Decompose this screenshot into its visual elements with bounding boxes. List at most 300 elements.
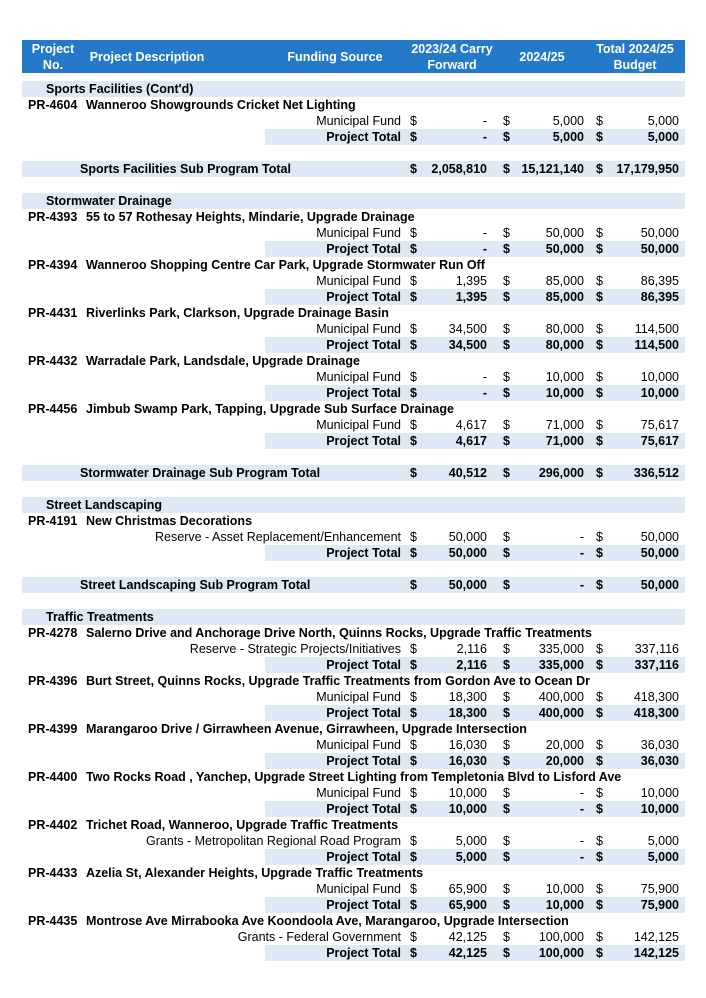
funding-row [22, 833, 685, 849]
project-description: New Christmas Decorations [86, 514, 253, 528]
year-value: 10,000 [545, 882, 584, 896]
project-row [22, 401, 685, 417]
funding-source: Municipal Fund [316, 274, 401, 288]
carry-forward-value: 5,000 [455, 834, 487, 848]
project-total-row [22, 433, 685, 449]
year-value: 400,000 [538, 706, 584, 720]
total-value: 10,000 [640, 786, 679, 800]
project-description: Salerno Drive and Anchorage Drive North, Quinns Rocks, Upgrade Traffic Treatments [86, 626, 592, 640]
project-description: Marangaroo Drive / Girrawheen Avenue, Girrawheen, Upgrade Intersection [86, 722, 527, 736]
project-number: PR-4394 [28, 258, 78, 272]
project-number: PR-4399 [28, 722, 78, 736]
header-description: Project Description [89, 49, 205, 64]
project-total-label: Project Total [326, 434, 401, 448]
currency-symbol: $ [596, 338, 603, 352]
currency-symbol: $ [596, 946, 603, 960]
currency-symbol: $ [503, 530, 510, 544]
currency-symbol: $ [503, 738, 510, 752]
funding-row [22, 529, 685, 545]
currency-symbol: $ [596, 530, 603, 544]
funding-source: Municipal Fund [316, 226, 401, 240]
project-number: PR-4456 [28, 402, 78, 416]
total-value: 336,512 [633, 466, 679, 480]
project-number: PR-4433 [28, 866, 78, 880]
currency-symbol: $ [503, 706, 510, 720]
currency-symbol: $ [596, 322, 603, 336]
carry-forward-value: 18,300 [448, 706, 487, 720]
funding-row [22, 113, 685, 129]
header-project-no: Project No. [31, 41, 75, 72]
currency-symbol: $ [503, 242, 510, 256]
carry-forward-value: 65,900 [448, 882, 487, 896]
section-title: Street Landscaping [46, 498, 162, 512]
currency-symbol: $ [410, 786, 417, 800]
currency-symbol: $ [596, 658, 603, 672]
currency-symbol: $ [503, 802, 510, 816]
carry-forward-value: 2,058,810 [431, 162, 487, 176]
project-total-row [22, 241, 685, 257]
year-value: 71,000 [545, 434, 584, 448]
project-total-label: Project Total [326, 802, 401, 816]
total-value: 418,300 [633, 690, 679, 704]
project-total-label: Project Total [326, 658, 401, 672]
project-total-row [22, 289, 685, 305]
year-value: - [579, 530, 584, 544]
project-total-label: Project Total [326, 850, 401, 864]
project-number: PR-4604 [28, 98, 78, 112]
project-total-row [22, 657, 685, 673]
year-value: - [579, 786, 584, 800]
currency-symbol: $ [410, 370, 417, 384]
carry-forward-value: 34,500 [448, 338, 487, 352]
currency-symbol: $ [596, 578, 603, 592]
currency-symbol: $ [503, 946, 510, 960]
funding-source: Municipal Fund [316, 882, 401, 896]
project-number: PR-4431 [28, 306, 78, 320]
total-value: 5,000 [647, 850, 679, 864]
project-description: Wanneroo Shopping Centre Car Park, Upgrade Stormwater Run Off [86, 258, 485, 272]
project-row [22, 513, 685, 529]
year-value: - [579, 834, 584, 848]
year-value: 100,000 [538, 930, 584, 944]
sub-program-total-row [22, 161, 685, 177]
project-row [22, 817, 685, 833]
project-row [22, 673, 685, 689]
carry-forward-value: 18,300 [448, 690, 487, 704]
total-value: 75,617 [640, 434, 679, 448]
funding-source: Municipal Fund [316, 738, 401, 752]
currency-symbol: $ [503, 114, 510, 128]
project-total-row [22, 545, 685, 561]
total-value: 142,125 [633, 930, 679, 944]
project-number: PR-4432 [28, 354, 78, 368]
currency-symbol: $ [410, 946, 417, 960]
total-value: 50,000 [640, 546, 679, 560]
currency-symbol: $ [410, 386, 417, 400]
project-description: Two Rocks Road , Yanchep, Upgrade Street Lighting from Templetonia Blvd to Lisford Ave [86, 770, 622, 784]
section-title: Stormwater Drainage [46, 194, 172, 208]
currency-symbol: $ [596, 882, 603, 896]
budget-page [22, 40, 685, 961]
currency-symbol: $ [410, 802, 417, 816]
currency-symbol: $ [503, 338, 510, 352]
currency-symbol: $ [503, 578, 510, 592]
funding-source: Reserve - Asset Replacement/Enhancement [155, 530, 401, 544]
currency-symbol: $ [596, 226, 603, 240]
project-total-label: Project Total [326, 706, 401, 720]
currency-symbol: $ [410, 242, 417, 256]
project-number: PR-4435 [28, 914, 78, 928]
project-number: PR-4400 [28, 770, 78, 784]
currency-symbol: $ [596, 386, 603, 400]
year-value: - [579, 546, 584, 560]
carry-forward-value: 1,395 [455, 290, 487, 304]
funding-row [22, 321, 685, 337]
carry-forward-value: 50,000 [448, 530, 487, 544]
project-row [22, 913, 685, 929]
currency-symbol: $ [410, 226, 417, 240]
year-value: - [579, 850, 584, 864]
currency-symbol: $ [410, 130, 417, 144]
currency-symbol: $ [596, 434, 603, 448]
currency-symbol: $ [503, 754, 510, 768]
spacer [22, 561, 685, 577]
currency-symbol: $ [503, 930, 510, 944]
currency-symbol: $ [503, 162, 510, 176]
currency-symbol: $ [596, 930, 603, 944]
project-total-label: Project Total [326, 898, 401, 912]
currency-symbol: $ [410, 530, 417, 544]
currency-symbol: $ [503, 898, 510, 912]
currency-symbol: $ [410, 898, 417, 912]
carry-forward-value: - [482, 242, 487, 256]
project-total-row [22, 705, 685, 721]
carry-forward-value: 42,125 [448, 946, 487, 960]
funding-source: Municipal Fund [316, 690, 401, 704]
project-number: PR-4396 [28, 674, 78, 688]
carry-forward-value: - [482, 370, 487, 384]
project-description: Warradale Park, Landsdale, Upgrade Drainage [86, 354, 360, 368]
total-value: 10,000 [640, 370, 679, 384]
spacer [22, 73, 685, 81]
currency-symbol: $ [410, 418, 417, 432]
project-total-row [22, 849, 685, 865]
currency-symbol: $ [596, 802, 603, 816]
project-description: Azelia St, Alexander Heights, Upgrade Traffic Treatments [86, 866, 424, 880]
year-value: 80,000 [545, 322, 584, 336]
total-value: 86,395 [640, 274, 679, 288]
currency-symbol: $ [410, 114, 417, 128]
project-total-label: Project Total [326, 546, 401, 560]
section-heading [22, 609, 685, 625]
total-value: 10,000 [640, 802, 679, 816]
currency-symbol: $ [410, 466, 417, 480]
funding-source: Municipal Fund [316, 370, 401, 384]
project-description: Montrose Ave Mirrabooka Ave Koondoola Ave, Marangaroo, Upgrade Intersection [86, 914, 569, 928]
currency-symbol: $ [410, 690, 417, 704]
project-description: Trichet Road, Wanneroo, Upgrade Traffic Treatments [86, 818, 399, 832]
project-description: 55 to 57 Rothesay Heights, Mindarie, Upgrade Drainage [86, 210, 415, 224]
funding-row [22, 641, 685, 657]
project-row [22, 209, 685, 225]
project-description: Riverlinks Park, Clarkson, Upgrade Drainage Basin [86, 306, 389, 320]
currency-symbol: $ [503, 130, 510, 144]
carry-forward-value: 4,617 [455, 418, 487, 432]
total-value: 50,000 [640, 578, 679, 592]
total-value: 50,000 [640, 530, 679, 544]
carry-forward-value: 16,030 [448, 738, 487, 752]
carry-forward-value: 10,000 [448, 786, 487, 800]
year-value: 85,000 [545, 274, 584, 288]
currency-symbol: $ [410, 434, 417, 448]
total-value: 36,030 [640, 738, 679, 752]
carry-forward-value: 16,030 [448, 754, 487, 768]
currency-symbol: $ [503, 642, 510, 656]
currency-symbol: $ [410, 162, 417, 176]
currency-symbol: $ [596, 738, 603, 752]
currency-symbol: $ [503, 386, 510, 400]
currency-symbol: $ [410, 882, 417, 896]
carry-forward-value: - [482, 114, 487, 128]
currency-symbol: $ [503, 226, 510, 240]
project-total-row [22, 945, 685, 961]
year-value: 10,000 [545, 370, 584, 384]
carry-forward-value: - [482, 130, 487, 144]
currency-symbol: $ [596, 290, 603, 304]
carry-forward-value: - [482, 386, 487, 400]
total-value: 142,125 [633, 946, 679, 960]
spacer [22, 593, 685, 609]
funding-source: Municipal Fund [316, 786, 401, 800]
total-value: 36,030 [640, 754, 679, 768]
total-value: 50,000 [640, 242, 679, 256]
section-heading [22, 81, 685, 97]
year-value: 50,000 [545, 226, 584, 240]
currency-symbol: $ [503, 834, 510, 848]
currency-symbol: $ [503, 274, 510, 288]
project-total-label: Project Total [326, 130, 401, 144]
year-value: 296,000 [538, 466, 584, 480]
total-value: 75,900 [640, 882, 679, 896]
currency-symbol: $ [503, 882, 510, 896]
sub-program-total-label: Street Landscaping Sub Program Total [80, 578, 311, 592]
currency-symbol: $ [503, 466, 510, 480]
total-value: 5,000 [647, 114, 679, 128]
section-heading [22, 193, 685, 209]
year-value: 5,000 [552, 114, 584, 128]
project-total-label: Project Total [326, 242, 401, 256]
year-value: 5,000 [552, 130, 584, 144]
project-row [22, 625, 685, 641]
carry-forward-value: 2,116 [456, 658, 487, 672]
project-number: PR-4278 [28, 626, 78, 640]
funding-row [22, 737, 685, 753]
year-value: 10,000 [545, 386, 584, 400]
currency-symbol: $ [596, 898, 603, 912]
total-value: 114,500 [634, 322, 679, 336]
header-carry-forward: 2023/24 Carry Forward [411, 41, 493, 72]
table-header [22, 40, 685, 73]
currency-symbol: $ [410, 274, 417, 288]
currency-symbol: $ [503, 322, 510, 336]
currency-symbol: $ [410, 658, 417, 672]
currency-symbol: $ [596, 114, 603, 128]
carry-forward-value: - [482, 226, 487, 240]
carry-forward-value: 40,512 [448, 466, 487, 480]
currency-symbol: $ [596, 786, 603, 800]
year-value: 80,000 [545, 338, 584, 352]
spacer [22, 145, 685, 161]
total-value: 17,179,950 [616, 162, 679, 176]
project-number: PR-4191 [28, 514, 78, 528]
year-value: 335,000 [538, 642, 584, 656]
total-value: 86,395 [640, 290, 679, 304]
spacer [22, 177, 685, 193]
project-total-row [22, 337, 685, 353]
currency-symbol: $ [410, 754, 417, 768]
carry-forward-value: 50,000 [448, 546, 487, 560]
total-value: 5,000 [647, 130, 679, 144]
currency-symbol: $ [596, 466, 603, 480]
currency-symbol: $ [410, 578, 417, 592]
carry-forward-value: 34,500 [448, 322, 487, 336]
currency-symbol: $ [503, 658, 510, 672]
carry-forward-value: 4,617 [455, 434, 487, 448]
currency-symbol: $ [503, 546, 510, 560]
currency-symbol: $ [596, 642, 603, 656]
currency-symbol: $ [596, 706, 603, 720]
currency-symbol: $ [596, 274, 603, 288]
total-value: 5,000 [647, 834, 679, 848]
sub-program-total-row [22, 577, 685, 593]
currency-symbol: $ [596, 546, 603, 560]
project-total-label: Project Total [326, 290, 401, 304]
carry-forward-value: 50,000 [448, 578, 487, 592]
project-row [22, 305, 685, 321]
currency-symbol: $ [410, 322, 417, 336]
carry-forward-value: 1,395 [455, 274, 487, 288]
project-total-row [22, 753, 685, 769]
project-description: Jimbub Swamp Park, Tapping, Upgrade Sub Surface Drainage [86, 402, 454, 416]
total-value: 337,116 [634, 658, 679, 672]
project-row [22, 865, 685, 881]
funding-source: Municipal Fund [316, 114, 401, 128]
project-description: Burt Street, Quinns Rocks, Upgrade Traffic Treatments from Gordon Ave to Ocean Dr [86, 674, 591, 688]
section-title: Sports Facilities (Cont'd) [46, 82, 194, 96]
project-total-label: Project Total [326, 946, 401, 960]
project-row [22, 97, 685, 113]
header-total-budget: Total 2024/25 Budget [596, 41, 674, 72]
currency-symbol: $ [410, 642, 417, 656]
header-funding-source: Funding Source [287, 49, 383, 64]
project-total-label: Project Total [326, 386, 401, 400]
funding-row [22, 273, 685, 289]
funding-row [22, 785, 685, 801]
project-row [22, 353, 685, 369]
carry-forward-value: 65,900 [448, 898, 487, 912]
project-row [22, 257, 685, 273]
header-year: 2024/25 [519, 49, 565, 64]
year-value: 400,000 [538, 690, 584, 704]
currency-symbol: $ [410, 290, 417, 304]
funding-row [22, 225, 685, 241]
project-total-label: Project Total [326, 754, 401, 768]
project-total-row [22, 385, 685, 401]
project-total-row [22, 801, 685, 817]
year-value: 100,000 [538, 946, 584, 960]
currency-symbol: $ [596, 850, 603, 864]
project-total-row [22, 897, 685, 913]
year-value: 15,121,140 [521, 162, 584, 176]
carry-forward-value: 2,116 [456, 642, 487, 656]
currency-symbol: $ [503, 418, 510, 432]
currency-symbol: $ [410, 706, 417, 720]
project-number: PR-4393 [28, 210, 78, 224]
funding-row [22, 929, 685, 945]
year-value: 50,000 [545, 242, 584, 256]
currency-symbol: $ [596, 754, 603, 768]
carry-forward-value: 10,000 [448, 802, 487, 816]
carry-forward-value: 5,000 [455, 850, 487, 864]
year-value: 20,000 [545, 754, 584, 768]
currency-symbol: $ [410, 338, 417, 352]
project-total-label: Project Total [326, 338, 401, 352]
year-value: - [579, 578, 584, 592]
currency-symbol: $ [596, 690, 603, 704]
project-number: PR-4402 [28, 818, 78, 832]
currency-symbol: $ [503, 370, 510, 384]
project-row [22, 721, 685, 737]
table-body [22, 73, 685, 961]
currency-symbol: $ [410, 738, 417, 752]
project-total-row [22, 129, 685, 145]
currency-symbol: $ [410, 546, 417, 560]
funding-source: Municipal Fund [316, 418, 401, 432]
currency-symbol: $ [596, 162, 603, 176]
year-value: 85,000 [545, 290, 584, 304]
currency-symbol: $ [503, 690, 510, 704]
project-row [22, 769, 685, 785]
total-value: 50,000 [640, 226, 679, 240]
currency-symbol: $ [503, 786, 510, 800]
currency-symbol: $ [503, 434, 510, 448]
funding-row [22, 417, 685, 433]
sub-program-total-label: Stormwater Drainage Sub Program Total [80, 466, 321, 480]
total-value: 75,617 [640, 418, 679, 432]
currency-symbol: $ [410, 930, 417, 944]
currency-symbol: $ [596, 370, 603, 384]
currency-symbol: $ [596, 130, 603, 144]
year-value: 335,000 [538, 658, 584, 672]
year-value: 20,000 [545, 738, 584, 752]
spacer [22, 481, 685, 497]
year-value: - [579, 802, 584, 816]
funding-row [22, 369, 685, 385]
spacer [22, 449, 685, 465]
total-value: 10,000 [640, 386, 679, 400]
year-value: 10,000 [545, 898, 584, 912]
currency-symbol: $ [596, 834, 603, 848]
currency-symbol: $ [503, 290, 510, 304]
funding-source: Grants - Federal Government [237, 930, 401, 944]
funding-source: Reserve - Strategic Projects/Initiatives [189, 642, 401, 656]
total-value: 114,500 [634, 338, 679, 352]
sub-program-total-row [22, 465, 685, 481]
sub-program-total-label: Sports Facilities Sub Program Total [80, 162, 291, 176]
currency-symbol: $ [596, 242, 603, 256]
total-value: 75,900 [640, 898, 679, 912]
funding-source: Grants - Metropolitan Regional Road Program [146, 834, 401, 848]
